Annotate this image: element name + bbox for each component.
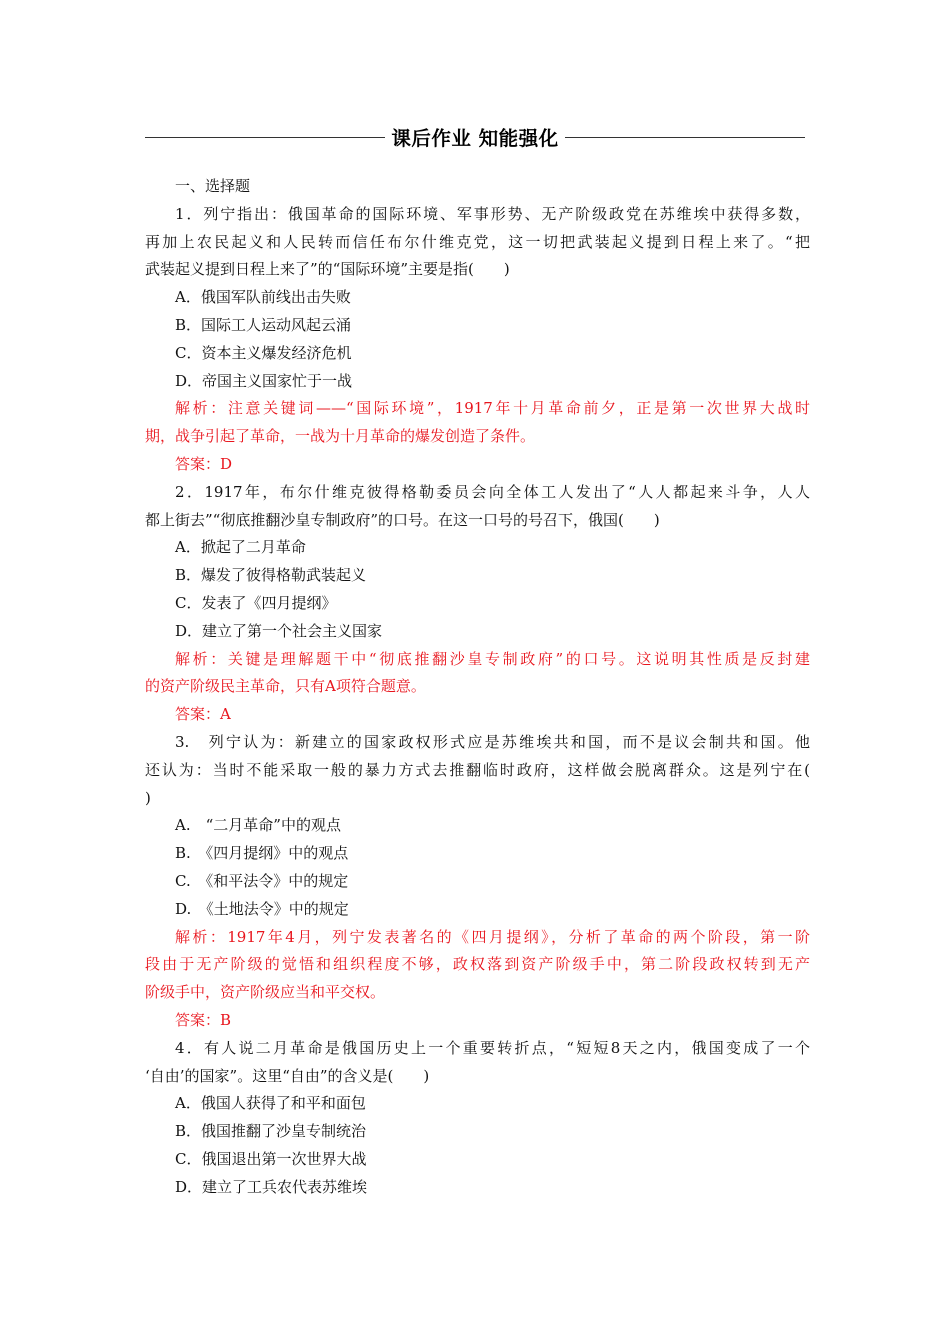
answer-line: 答案：A	[175, 705, 231, 724]
option-d: D．帝国主义国家忙于一战	[175, 371, 353, 390]
question-3	[145, 729, 810, 1035]
analysis-line: 解析：1917年4月，列宁发表著名的《四月提纲》，分析了革命的两个阶段，第一阶	[175, 927, 810, 946]
option-a: A．俄国人获得了和平和面包	[175, 1094, 366, 1113]
title-rule-left	[145, 137, 385, 138]
question-2	[145, 479, 810, 729]
question-1	[145, 201, 810, 479]
analysis-line: 阶级手中，资产阶级应当和平交权。	[145, 983, 386, 1002]
question-stem-line: 武装起义提到日程上来了”的“国际环境”主要是指( )	[145, 260, 510, 279]
option-d: D．建立了工兵农代表苏维埃	[175, 1177, 368, 1196]
question-stem-line: 3. 列宁认为：新建立的国家政权形式应是苏维埃共和国，而不是议会制共和国。他	[175, 732, 810, 751]
question-stem-line: 还认为：当时不能采取一般的暴力方式去推翻临时政府，这样做会脱离群众。这是列宁在(	[145, 760, 810, 779]
option-a: A. “二月革命”中的观点	[175, 816, 341, 835]
question-4	[145, 1035, 810, 1202]
question-stem-line: )	[145, 788, 151, 807]
option-a: A．俄国军队前线出击失败	[175, 288, 351, 307]
page-title: 课后作业 知能强化	[391, 127, 559, 150]
option-c: C．资本主义爆发经济危机	[175, 343, 352, 362]
analysis-line: 段由于无产阶级的觉悟和组织程度不够，政权落到资产阶级手中，第二阶段政权转到无产	[145, 955, 810, 974]
analysis-line: 解析：注意关键词——“国际环境”，1917年十月革命前夕，正是第一次世界大战时	[175, 399, 810, 418]
page-title-bar	[145, 122, 805, 152]
option-b: B．国际工人运动风起云涌	[175, 315, 352, 334]
option-b: B．爆发了彼得格勒武装起义	[175, 566, 367, 585]
title-rule-right	[565, 137, 805, 138]
option-b: B．俄国推翻了沙皇专制统治	[175, 1122, 367, 1141]
answer-line: 答案：D	[175, 454, 233, 473]
question-stem-line: 2．1917年，布尔什维克彼得格勒委员会向全体工人发出了“人人都起来斗争，人人	[175, 482, 810, 501]
analysis-line: 的资产阶级民主革命，只有A项符合题意。	[145, 677, 426, 696]
answer-line: 答案：B	[175, 1010, 232, 1029]
option-d: D. 《土地法令》中的规定	[175, 899, 349, 918]
question-stem-line: 4．有人说二月革命是俄国历史上一个重要转折点，“短短8天之内，俄国变成了一个	[175, 1038, 810, 1057]
option-c: C. 《和平法令》中的规定	[175, 871, 349, 890]
option-a: A．掀起了二月革命	[175, 538, 306, 557]
analysis-line: 期，战争引起了革命，一战为十月革命的爆发创造了条件。	[145, 427, 536, 446]
question-stem-line: 都上街去”“彻底推翻沙皇专制政府”的口号。在这一口号的号召下，俄国( )	[145, 510, 660, 529]
option-d: D．建立了第一个社会主义国家	[175, 621, 383, 640]
option-c: C．发表了《四月提纲》	[175, 593, 337, 612]
section-heading: 一、选择题	[175, 177, 251, 195]
option-c: C．俄国退出第一次世界大战	[175, 1149, 367, 1168]
analysis-line: 解析：关键是理解题干中“彻底推翻沙皇专制政府”的口号。这说明其性质是反封建	[175, 649, 810, 668]
option-b: B. 《四月提纲》中的观点	[175, 844, 349, 863]
question-stem-line: 再加上农民起义和人民转而信任布尔什维克党，这一切把武装起义提到日程上来了。“把	[145, 232, 810, 251]
question-stem-line: 1．列宁指出：俄国革命的国际环境、军事形势、无产阶级政党在苏维埃中获得多数，	[175, 204, 810, 223]
document-body	[145, 173, 810, 1201]
question-stem-line: ‘自由’的国家”。这里“自由”的含义是( )	[145, 1066, 430, 1085]
